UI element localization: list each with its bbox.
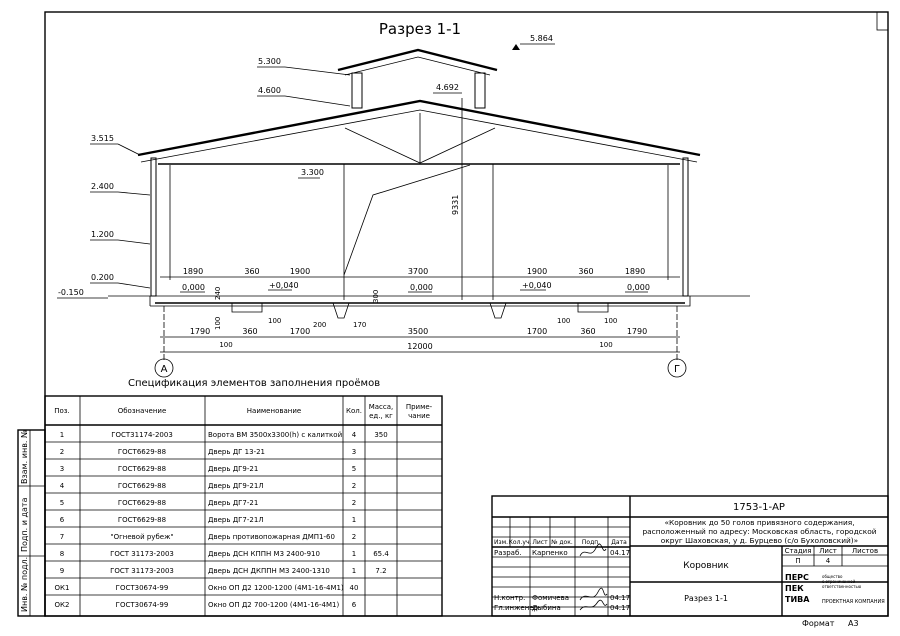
floor-mark: 0,000 bbox=[182, 283, 205, 292]
spec-cell: ОК1 bbox=[54, 584, 70, 592]
logo-small: общество bbox=[822, 574, 843, 579]
spec-cell: 1 bbox=[351, 550, 357, 558]
spec-row bbox=[60, 465, 356, 473]
dim: 240 bbox=[214, 286, 222, 300]
spec-cell: Окно ОП Д2 1200-1200 (4М1-16-4М1) bbox=[208, 584, 344, 592]
spec-header: ед., кг bbox=[369, 412, 393, 420]
channel-left bbox=[232, 303, 262, 312]
vent-roof bbox=[338, 50, 497, 70]
dim: 1900 bbox=[289, 267, 311, 276]
spec-cell: ГОСТ31174-2003 bbox=[111, 431, 173, 439]
signature bbox=[580, 588, 607, 600]
dim: 1900 bbox=[526, 267, 548, 276]
spec-cell: Дверь ДГ7-21Л bbox=[208, 516, 264, 524]
spec-cell: Дверь ДСН КППН М3 2400-910 bbox=[208, 550, 320, 558]
left-wall bbox=[151, 158, 156, 296]
tb-stage-head: Лист bbox=[819, 547, 837, 555]
spec-cell: 7.2 bbox=[375, 567, 387, 575]
sheet-name: Разрез 1-1 bbox=[684, 594, 728, 603]
floor-marks bbox=[180, 281, 650, 292]
floor-mark: 0,000 bbox=[410, 283, 433, 292]
tb-stage-head: Листов bbox=[851, 547, 879, 555]
spec-cell: 4 bbox=[351, 431, 357, 439]
spec-header: чание bbox=[408, 412, 430, 420]
logo-line: ПЕРС bbox=[785, 573, 809, 582]
tb-date: 04.17 bbox=[610, 604, 631, 612]
stamp-label: Инв. № подл. bbox=[20, 556, 29, 612]
dim-total: 12000 bbox=[407, 342, 433, 351]
elev-1200: 1.200 bbox=[91, 230, 114, 239]
spec-row bbox=[60, 533, 356, 541]
spec-cell: Дверь ДГ7-21 bbox=[208, 499, 259, 507]
spec-cell: ГОСТ6629-88 bbox=[117, 448, 167, 456]
elev-truss: 3.300 bbox=[301, 168, 324, 177]
spec-cell: Дверь ДСН ДКППН М3 2400-1310 bbox=[208, 567, 330, 575]
spec-row bbox=[60, 567, 387, 575]
elev-ridge: 4.692 bbox=[436, 83, 459, 92]
tb-col-head: Кол.уч. bbox=[508, 539, 532, 546]
floor-mark: +0,040 bbox=[269, 281, 299, 290]
tb-stage-head: Стадия bbox=[784, 547, 812, 555]
spec-cell: 65.4 bbox=[373, 550, 389, 558]
tb-col-head: Изм. bbox=[493, 539, 509, 546]
dim: 100 bbox=[599, 341, 613, 349]
elev-ground: -0.150 bbox=[58, 288, 84, 297]
dim: 360 bbox=[242, 327, 258, 336]
format-value: А3 bbox=[848, 619, 859, 628]
dim: 100 bbox=[214, 316, 222, 330]
elev-0200: 0.200 bbox=[91, 273, 114, 282]
axis-label: А bbox=[160, 364, 168, 375]
spec-cell: 40 bbox=[349, 584, 359, 592]
spec-cell: ГОСТ30674-99 bbox=[115, 584, 169, 592]
dim: 300 bbox=[372, 289, 380, 303]
logo-line: ТИВА bbox=[785, 595, 810, 604]
tb-person: Дыбина bbox=[532, 604, 561, 612]
logo-caption: ПРОЕКТНАЯ КОМПАНИЯ bbox=[822, 599, 885, 605]
spec-cell: ГОСТ6629-88 bbox=[117, 499, 167, 507]
spec-cell: 1 bbox=[351, 567, 357, 575]
tb-col-head: Подп. bbox=[581, 539, 601, 546]
small-dims bbox=[214, 287, 617, 330]
side-stamp bbox=[18, 429, 45, 616]
channel-right bbox=[578, 303, 608, 312]
spec-header: Масса, bbox=[368, 403, 394, 411]
height-dim: 9331 bbox=[451, 194, 460, 215]
vent-post-right bbox=[475, 73, 485, 108]
corner-box bbox=[877, 12, 888, 30]
elev-2400: 2.400 bbox=[91, 182, 114, 191]
floor-mark: +0,040 bbox=[522, 281, 552, 290]
drain-right bbox=[490, 303, 506, 318]
tb-role: Гл.инженер bbox=[494, 604, 539, 612]
spec-cell: 3 bbox=[351, 448, 357, 456]
spec-cell: 5 bbox=[59, 499, 65, 507]
elev-vent-base: 4.600 bbox=[258, 86, 281, 95]
spec-cell: 7 bbox=[59, 533, 65, 541]
spec-row bbox=[55, 601, 357, 609]
elev-eave: 3.515 bbox=[91, 134, 114, 143]
tb-date: 04.17 bbox=[610, 549, 631, 557]
stamp-label: Подп. и дата bbox=[20, 497, 29, 552]
project-name: «Коровник до 50 голов привязного содержания, расположенный по адресу: Московская область, городской округ Шаховская, у д. Бурцево (с/о Бухоловский)» bbox=[642, 518, 877, 545]
elev-vent-cap: 5.300 bbox=[258, 57, 281, 66]
section-title: Разрез 1-1 bbox=[378, 20, 462, 38]
dim: 360 bbox=[244, 267, 260, 276]
logo-small: ответственностью bbox=[822, 584, 862, 589]
spec-header: Кол. bbox=[346, 407, 362, 415]
dim: 200 bbox=[313, 321, 327, 329]
spec-cell: Дверь противопожарная ДМП1-60 bbox=[208, 533, 335, 541]
tb-date: 04.17 bbox=[610, 594, 631, 602]
dim: 100 bbox=[557, 317, 571, 325]
spec-cell: ГОСТ6629-88 bbox=[117, 482, 167, 490]
spec-title: Спецификация элементов заполнения проёмов bbox=[128, 378, 381, 389]
dim: 1790 bbox=[626, 327, 648, 336]
spec-row bbox=[60, 448, 356, 456]
spec-row bbox=[60, 431, 388, 439]
spec-header: Приме- bbox=[405, 403, 433, 411]
dim: 100 bbox=[268, 317, 282, 325]
spec-cell: 4 bbox=[59, 482, 65, 490]
spec-cell: 2 bbox=[59, 448, 65, 456]
axis-label: Г bbox=[673, 364, 681, 375]
spec-cell: 1 bbox=[59, 431, 65, 439]
spec-cell: 5 bbox=[351, 465, 357, 473]
doc-code: 1753-1-АР bbox=[733, 502, 785, 513]
elev-ridge-vent: 5.864 bbox=[530, 34, 553, 43]
spec-cell: "Огневой рубеж" bbox=[110, 533, 174, 541]
spec-cell: 2 bbox=[351, 533, 357, 541]
spec-cell: ГОСТ30674-99 bbox=[115, 601, 169, 609]
drain-left bbox=[333, 303, 349, 318]
top-dim-chain bbox=[160, 267, 680, 277]
floor-mark: 0,000 bbox=[627, 283, 650, 292]
spec-cell: Дверь ДГ 13-21 bbox=[208, 448, 265, 456]
right-wall bbox=[683, 158, 688, 296]
truss-web bbox=[345, 113, 495, 163]
spec-cell: 2 bbox=[351, 499, 357, 507]
logo-small: с ограниченной bbox=[822, 579, 856, 584]
dim: 100 bbox=[219, 341, 233, 349]
spec-cell: 3 bbox=[59, 465, 65, 473]
spec-cell: 350 bbox=[374, 431, 388, 439]
spec-table bbox=[45, 396, 442, 616]
spec-row bbox=[55, 584, 359, 592]
dim: 3500 bbox=[407, 327, 429, 336]
tb-person: Карпенко bbox=[532, 549, 568, 557]
spec-header: Наименование bbox=[246, 407, 302, 415]
spec-cell: 6 bbox=[351, 601, 357, 609]
spec-cell: 1 bbox=[351, 516, 357, 524]
spec-cell: Окно ОП Д2 700-1200 (4М1-16-4М1) bbox=[208, 601, 340, 609]
dim: 1700 bbox=[289, 327, 311, 336]
spec-cell: ГОСТ6629-88 bbox=[117, 516, 167, 524]
spec-cell: ГОСТ 31173-2003 bbox=[110, 550, 174, 558]
dim: 170 bbox=[353, 321, 367, 329]
dim: 1790 bbox=[189, 327, 211, 336]
tb-col-head: Лист bbox=[532, 539, 548, 546]
spec-row bbox=[60, 550, 390, 558]
spec-cell: ГОСТ 31173-2003 bbox=[110, 567, 174, 575]
spec-cell: ОК2 bbox=[54, 601, 70, 609]
tb-role: Разраб. bbox=[494, 549, 522, 557]
spec-cell: 8 bbox=[59, 550, 65, 558]
tb-sheet: 4 bbox=[825, 557, 831, 565]
spec-row bbox=[60, 482, 356, 490]
spec-cell: Дверь ДГ9-21Л bbox=[208, 482, 264, 490]
logo-line: ПЕК bbox=[785, 584, 804, 593]
spec-cell: 9 bbox=[59, 567, 65, 575]
dim: 360 bbox=[578, 267, 594, 276]
spec-cell: 6 bbox=[59, 516, 65, 524]
building-name: Коровник bbox=[683, 561, 729, 571]
dim: 360 bbox=[580, 327, 596, 336]
dim: 3700 bbox=[407, 267, 429, 276]
stamp-label: Взам. инв. № bbox=[20, 429, 29, 484]
spec-header: Обозначение bbox=[117, 407, 167, 415]
dim: 1890 bbox=[624, 267, 646, 276]
dim: 1890 bbox=[182, 267, 204, 276]
spec-row bbox=[60, 499, 356, 507]
dim: 1700 bbox=[526, 327, 548, 336]
tb-stage: П bbox=[795, 557, 801, 565]
spec-cell: ГОСТ6629-88 bbox=[117, 465, 167, 473]
tb-person: Фомичева bbox=[532, 594, 569, 602]
signature bbox=[580, 600, 607, 610]
spec-cell: 2 bbox=[351, 482, 357, 490]
vent-post-left bbox=[352, 73, 362, 108]
company-logo bbox=[785, 573, 885, 605]
spec-cell: Дверь ДГ9-21 bbox=[208, 465, 259, 473]
format-label: Формат bbox=[802, 619, 835, 628]
spec-row bbox=[60, 516, 356, 524]
title-block bbox=[492, 496, 888, 616]
foundation bbox=[150, 296, 690, 306]
tb-col-head: № док. bbox=[551, 539, 573, 546]
tb-col-head: Дата bbox=[611, 539, 627, 546]
dim: 100 bbox=[604, 317, 618, 325]
spec-header: Поз. bbox=[54, 407, 70, 415]
building-section bbox=[108, 50, 750, 318]
spec-cell: Ворота ВМ 3500х3300(h) с калиткой bbox=[208, 431, 343, 439]
tb-role: Н.контр. bbox=[494, 594, 526, 602]
